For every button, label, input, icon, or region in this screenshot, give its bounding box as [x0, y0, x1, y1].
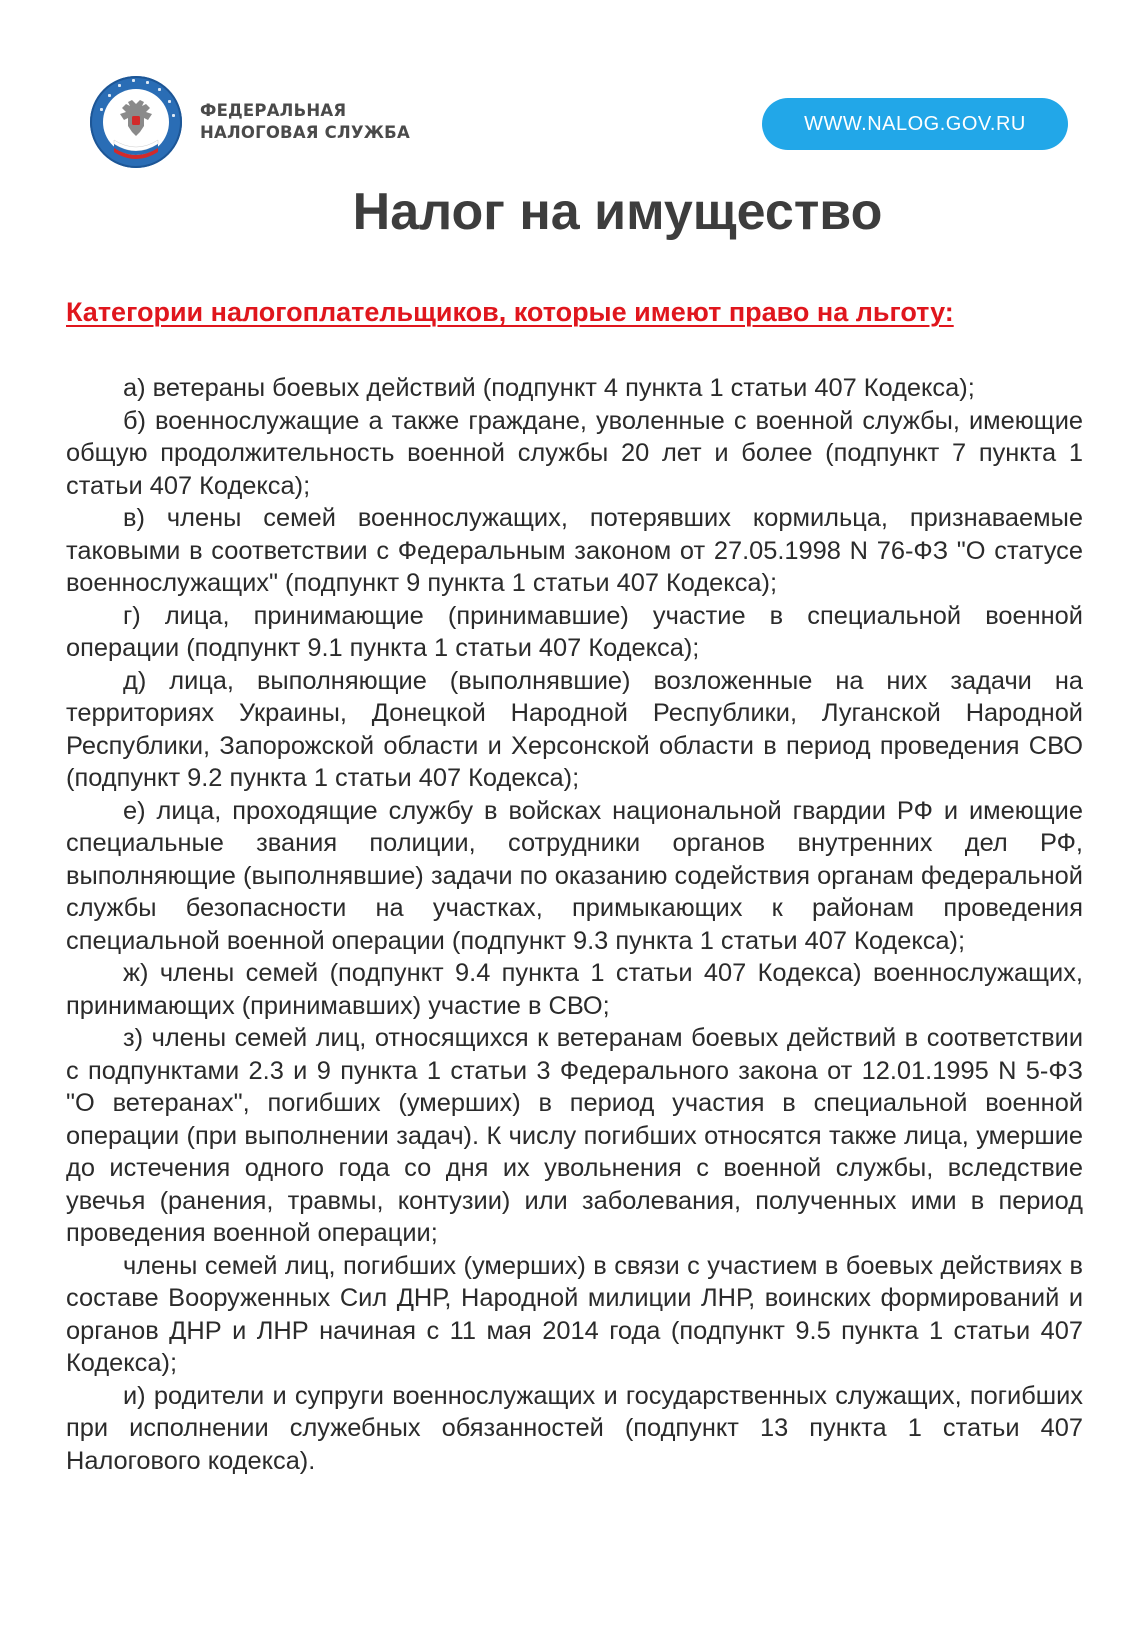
page-title: Налог на имущество: [352, 183, 883, 241]
list-item: и) родители и супруги военнослужащих и государственных служащих, погибших при исполнении служебных обязанностей (подпункт 13 пункта 1 статьи 407 Налогового кодекса).: [66, 1381, 1083, 1475]
list-item: в) члены семей военнослужащих, потерявших кормильца, признаваемые таковыми в соответствии с Федеральным законом от 27.05.1998 N 76-ФЗ "О статусе военнослужащих" (подпункт 9 пункта 1 статьи 407 Кодекса);: [66, 504, 1083, 597]
list-item: б) военнослужащие а также граждане, уволенные с военной службы, имеющие общую продолжительность военной службы 20 лет и более (подпункт 7 пункта 1 статьи 407 Кодекса);: [66, 406, 1083, 500]
org-name-line1: ФЕДЕРАЛЬНАЯ: [200, 101, 347, 120]
list-item: д) лица, выполняющие (выполнявшие) возложенные на них задачи на территориях Украины, Донецкой Народной Республики, Луганской Народной Республики, Запорожской области и Херсонской области в период проведения СВО (подпункт 9.2 пункта 1 статьи 407 Кодекса);: [66, 666, 1083, 792]
org-name-line2: НАЛОГОВАЯ СЛУЖБА: [200, 123, 410, 142]
list-item: е) лица, проходящие службу в войсках национальной гвардии РФ и имеющие специальные звания полиции, сотрудники органов внутренних дел РФ, выполняющие (выполнявшие) задачи по оказанию содействия органам федеральной службы безопасности на участках, примыкающих к районам проведения специальной военной операции (подпункт 9.3 пункта 1 статьи 407 Кодекса);: [66, 796, 1083, 955]
list-item: г) лица, принимающие (принимавшие) участие в специальной военной операции (подпункт 9.1 пункта 1 статьи 407 Кодекса);: [66, 601, 1083, 662]
org-name: [200, 100, 410, 144]
list-item: а) ветераны боевых действий (подпункт 4 пункта 1 статьи 407 Кодекса);: [123, 374, 975, 402]
website-link[interactable]: WWW.NALOG.GOV.RU: [762, 98, 1068, 150]
list-item: члены семей лиц, погибших (умерших) в связи с участием в боевых действиях в составе Вооруженных Сил ДНР, Народной милиции ЛНР, воинских формирований и органов ДНР и ЛНР начиная с 11 мая 2014 года (подпункт 9.5 пункта 1 статьи 407 Кодекса);: [66, 1251, 1083, 1377]
list-item: ж) члены семей (подпункт 9.4 пункта 1 статьи 407 Кодекса) военнослужащих, принимающих (принимавших) участие в СВО;: [66, 959, 1083, 1020]
benefit-categories-list: [66, 372, 1083, 1477]
fns-emblem-icon: [88, 74, 184, 170]
list-item: з) члены семей лиц, относящихся к ветеранам боевых действий в соответствии с подпунктами 2.3 и 9 пункта 1 статьи 3 Федерального закона от 12.01.1995 N 5-ФЗ "О ветеранах", погибших (умерших) в период участия в специальной военной операции (при выполнении задач). К числу погибших относятся также лица, умершие до истечения одного года со дня их увольнения с военной службы, вследствие увечья (ранения, травмы, контузии) или заболевания, полученных ими в период проведения военной операции;: [66, 1024, 1083, 1247]
section-subtitle: Категории налогоплательщиков, которые имеют право на льготу:: [66, 297, 954, 327]
